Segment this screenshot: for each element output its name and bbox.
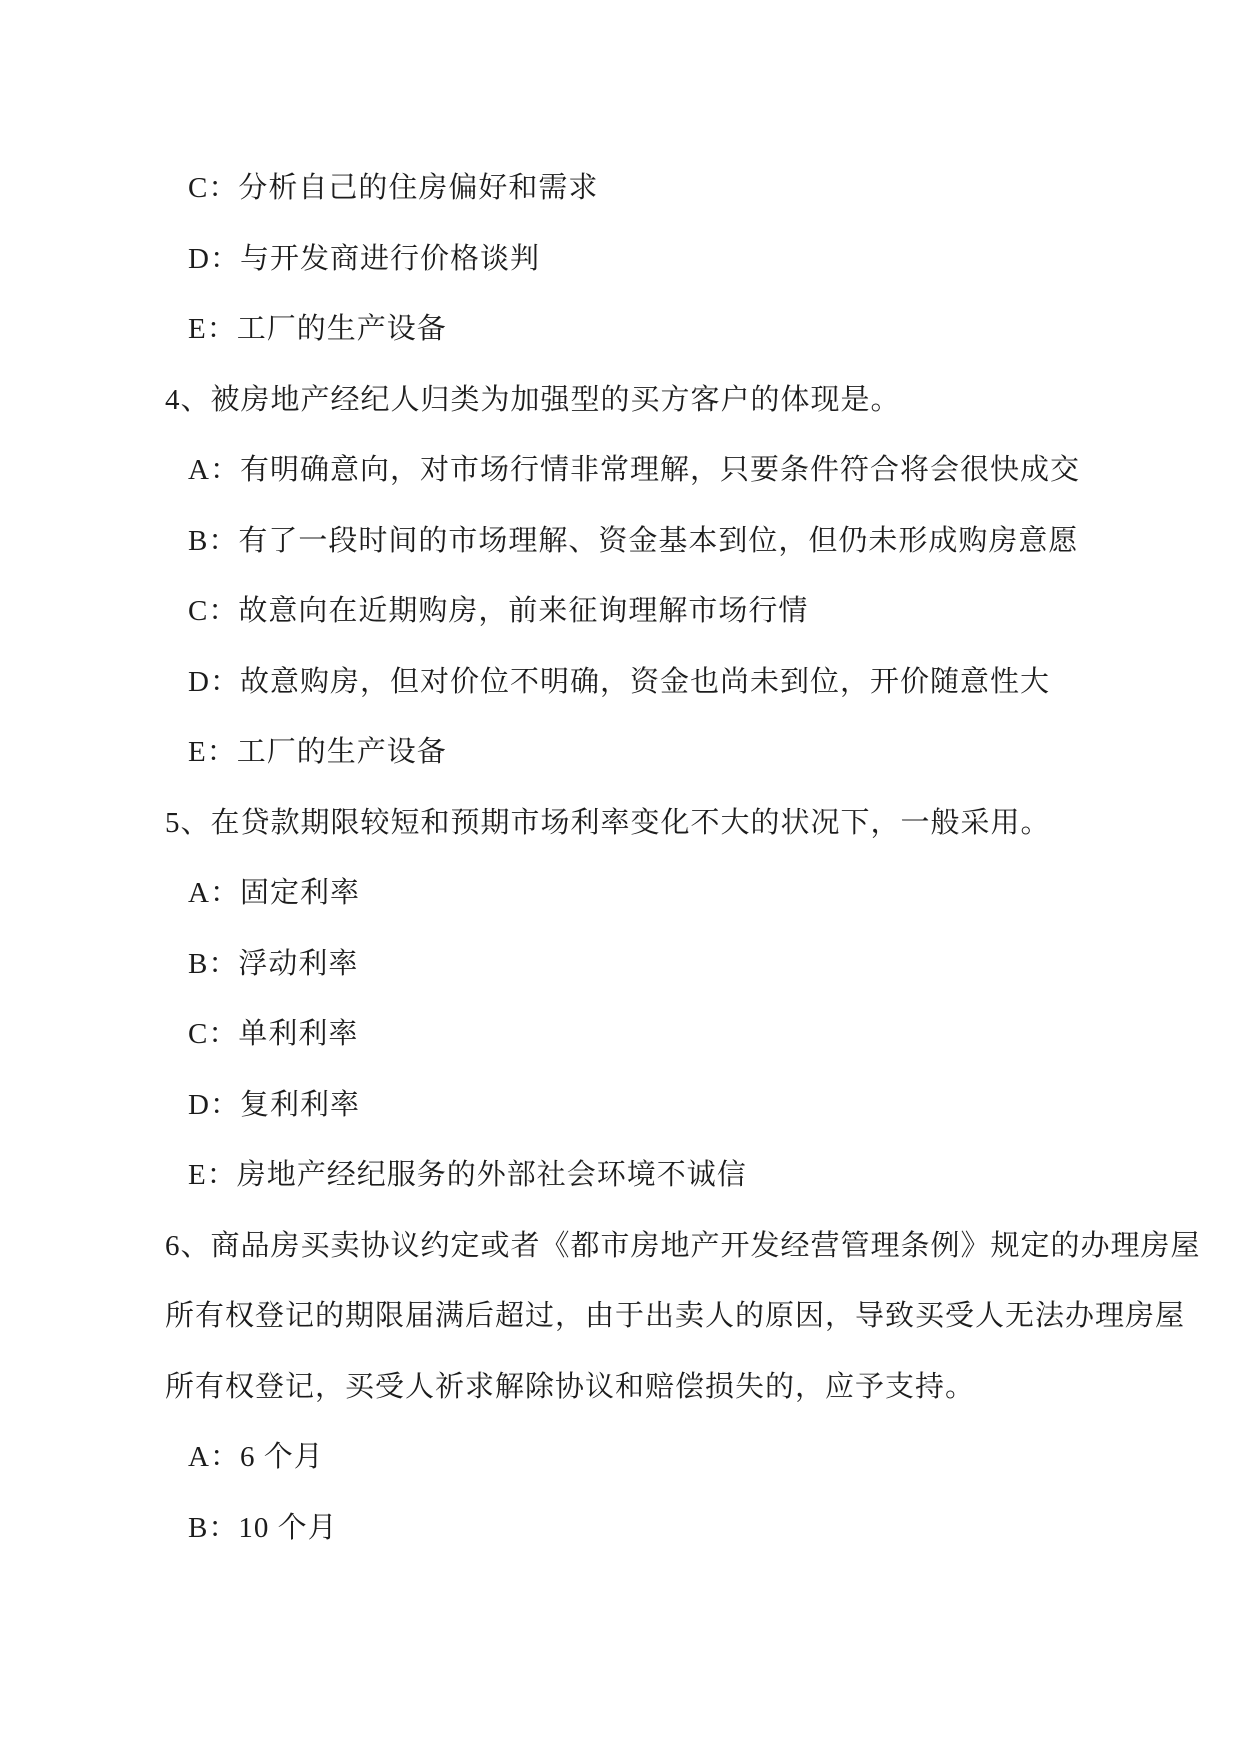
question-continuation-line: 所有权登记，买受人祈求解除协议和赔偿损失的，应予支持。 <box>165 1370 976 1403</box>
option-line: C：分析自己的住房偏好和需求 <box>188 172 599 204</box>
question-line: 5、在贷款期限较短和预期市场利率变化不大的状况下，一般采用。 <box>165 806 1051 839</box>
question-continuation-line: 所有权登记的期限届满后超过，由于出卖人的原因，导致买受人无法办理房屋 <box>165 1300 1186 1332</box>
option-line: A：6 个月 <box>188 1441 324 1473</box>
option-line: D：复利利率 <box>188 1088 360 1121</box>
option-line: E：房地产经纪服务的外部社会环境不诚信 <box>188 1159 747 1191</box>
question-line: 4、被房地产经纪人归类为加强型的买方客户的体现是。 <box>165 383 901 416</box>
option-line: C：故意向在近期购房，前来征询理解市场行情 <box>188 595 809 627</box>
option-line: A：有明确意向，对市场行情非常理解，只要条件符合将会很快成交 <box>188 454 1080 486</box>
option-line: E：工厂的生产设备 <box>188 736 447 768</box>
option-line: E：工厂的生产设备 <box>188 313 447 345</box>
option-line: B：10 个月 <box>188 1511 338 1544</box>
question-list <box>0 170 1240 1580</box>
option-line: D：故意购房，但对价位不明确，资金也尚未到位，开价随意性大 <box>188 665 1050 698</box>
exam-document-page <box>0 170 1240 1580</box>
option-line: B：浮动利率 <box>188 947 359 980</box>
option-line: A：固定利率 <box>188 877 360 909</box>
option-line: D：与开发商进行价格谈判 <box>188 242 540 275</box>
question-line: 6、商品房买卖协议约定或者《都市房地产开发经营管理条例》规定的办理房屋 <box>165 1229 1201 1262</box>
option-line: C：单利利率 <box>188 1018 359 1050</box>
option-line: B：有了一段时间的市场理解、资金基本到位，但仍未形成购房意愿 <box>188 524 1079 557</box>
